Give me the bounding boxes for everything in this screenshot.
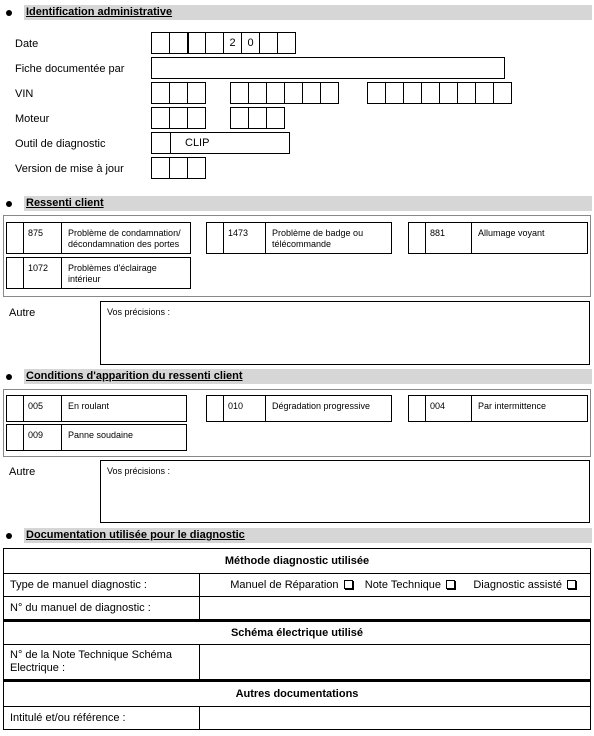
option-diagnostic-assiste[interactable]	[473, 579, 576, 591]
ressenti-item[interactable]	[6, 222, 191, 254]
vin-cell[interactable]	[169, 82, 188, 104]
item-text: Problème de badge ou télécommande	[272, 228, 364, 249]
condition-item[interactable]	[408, 395, 588, 422]
moteur-cell[interactable]	[151, 107, 170, 129]
vin-cell[interactable]	[284, 82, 303, 104]
version-cell[interactable]	[151, 157, 170, 179]
date-cell[interactable]	[169, 32, 188, 54]
section-bullet	[6, 201, 12, 207]
vin-cell[interactable]	[475, 82, 494, 104]
vin-cell[interactable]	[187, 82, 206, 104]
item-text: En roulant	[68, 401, 110, 411]
item-text: Allumage voyant	[478, 228, 545, 238]
date-label: Date	[15, 38, 39, 50]
num-manuel-label: N° du manuel de diagnostic :	[4, 597, 200, 621]
section-bullet	[6, 533, 12, 539]
schema-header: Schéma électrique utilisé	[4, 621, 591, 645]
vin-cell[interactable]	[457, 82, 476, 104]
vin-cell[interactable]	[266, 82, 285, 104]
section-bullet	[6, 374, 12, 380]
condition-item[interactable]	[6, 395, 187, 422]
moteur-cell[interactable]	[187, 107, 206, 129]
item-checkbox[interactable]	[409, 396, 426, 421]
condition-item[interactable]	[206, 395, 392, 422]
vin-field-group-2[interactable]	[231, 82, 339, 104]
date-field[interactable]	[152, 32, 296, 54]
vin-field-group-3[interactable]	[368, 82, 512, 104]
outil-value: CLIP	[185, 137, 210, 149]
ressenti-item[interactable]	[408, 222, 588, 254]
vin-cell[interactable]	[421, 82, 440, 104]
moteur-cell[interactable]	[169, 107, 188, 129]
vin-cell[interactable]	[248, 82, 267, 104]
ressenti-item[interactable]	[6, 257, 191, 289]
option-label: Note Technique	[364, 579, 441, 591]
type-manuel-options	[200, 574, 591, 597]
item-text: Par intermittence	[478, 401, 547, 411]
moteur-label: Moteur	[15, 113, 50, 125]
num-note-input[interactable]	[200, 645, 591, 681]
item-text: Problème de condamnation/ décondamnation des portes	[68, 228, 181, 249]
item-checkbox[interactable]	[207, 223, 224, 253]
outil-label: Outil de diagnostic	[15, 138, 106, 150]
option-manuel-reparation[interactable]	[230, 579, 352, 591]
section-title-conditions: Conditions d'apparition du ressenti client	[26, 370, 243, 382]
item-code: 004	[426, 396, 472, 421]
item-checkbox[interactable]	[207, 396, 224, 421]
item-checkbox[interactable]	[7, 223, 24, 253]
date-cell[interactable]	[151, 32, 170, 54]
ressenti-item[interactable]	[206, 222, 392, 254]
type-manuel-label: Type de manuel diagnostic :	[4, 574, 200, 597]
option-label: Manuel de Réparation	[230, 579, 339, 591]
fiche-label: Fiche documentée par	[15, 63, 125, 75]
vin-cell[interactable]	[439, 82, 458, 104]
num-manuel-input[interactable]	[200, 597, 591, 621]
moteur-cell[interactable]	[230, 107, 249, 129]
autre-label: Autre	[9, 466, 36, 478]
version-cell[interactable]	[187, 157, 206, 179]
moteur-cell[interactable]	[266, 107, 285, 129]
condition-item[interactable]	[6, 424, 187, 451]
vin-cell[interactable]	[385, 82, 404, 104]
date-cell[interactable]: 0	[241, 32, 260, 54]
date-cell[interactable]	[259, 32, 278, 54]
item-text: Dégradation progressive	[272, 401, 371, 411]
item-code: 875	[24, 223, 62, 253]
outil-field[interactable]	[151, 132, 290, 154]
item-text: Problèmes d'éclairage intérieur	[68, 263, 157, 284]
section-title-documentation: Documentation utilisée pour le diagnostic	[26, 529, 245, 541]
vin-cell[interactable]	[320, 82, 339, 104]
section-header-bar	[24, 196, 592, 211]
item-checkbox[interactable]	[7, 258, 24, 288]
fiche-input[interactable]	[151, 57, 505, 79]
item-code: 009	[24, 425, 62, 450]
moteur-field-group-2[interactable]	[231, 107, 285, 129]
methode-header: Méthode diagnostic utilisée	[4, 549, 591, 574]
documentation-table	[3, 548, 591, 730]
item-checkbox[interactable]	[7, 425, 24, 450]
intitule-input[interactable]	[200, 707, 591, 730]
checkbox[interactable]	[344, 580, 353, 589]
checkbox[interactable]	[567, 580, 576, 589]
version-field[interactable]	[152, 157, 206, 179]
item-text: Panne soudaine	[68, 430, 134, 440]
vin-cell[interactable]	[493, 82, 512, 104]
section-title-ressenti: Ressenti client	[26, 197, 104, 209]
autre-label: Autre	[9, 307, 36, 319]
item-code: 010	[224, 396, 266, 421]
vin-cell[interactable]	[230, 82, 249, 104]
vin-cell[interactable]	[367, 82, 386, 104]
moteur-cell[interactable]	[248, 107, 267, 129]
vin-cell[interactable]	[403, 82, 422, 104]
option-note-technique[interactable]	[365, 579, 455, 591]
checkbox[interactable]	[446, 580, 455, 589]
item-code: 1072	[24, 258, 62, 288]
item-code: 005	[24, 396, 62, 421]
autres-header: Autres documentations	[4, 681, 591, 707]
intitule-label: Intitulé et/ou référence :	[4, 707, 200, 730]
vin-label: VIN	[15, 88, 34, 100]
num-note-label: N° de la Note Technique Schéma Electrique :	[4, 645, 200, 681]
conditions-precisions-input[interactable]: Vos précisions :	[100, 460, 590, 523]
date-cell[interactable]: 2	[223, 32, 242, 54]
ressenti-precisions-input[interactable]: Vos précisions :	[100, 301, 590, 365]
item-checkbox[interactable]	[7, 396, 24, 421]
option-label: Diagnostic assisté	[473, 579, 562, 591]
item-code: 881	[426, 223, 472, 253]
outil-checkbox-cell[interactable]	[152, 133, 171, 153]
date-cell[interactable]	[187, 32, 206, 54]
vin-cell[interactable]	[151, 82, 170, 104]
vin-field-group-1[interactable]	[152, 82, 206, 104]
version-label: Version de mise à jour	[15, 163, 124, 175]
moteur-field-group-1[interactable]	[152, 107, 206, 129]
item-checkbox[interactable]	[409, 223, 426, 253]
vin-cell[interactable]	[302, 82, 321, 104]
section-title-identification: Identification administrative	[26, 6, 173, 18]
section-bullet	[6, 10, 12, 16]
item-code: 1473	[224, 223, 266, 253]
version-cell[interactable]	[169, 157, 188, 179]
date-cell[interactable]	[205, 32, 224, 54]
date-cell[interactable]	[277, 32, 296, 54]
